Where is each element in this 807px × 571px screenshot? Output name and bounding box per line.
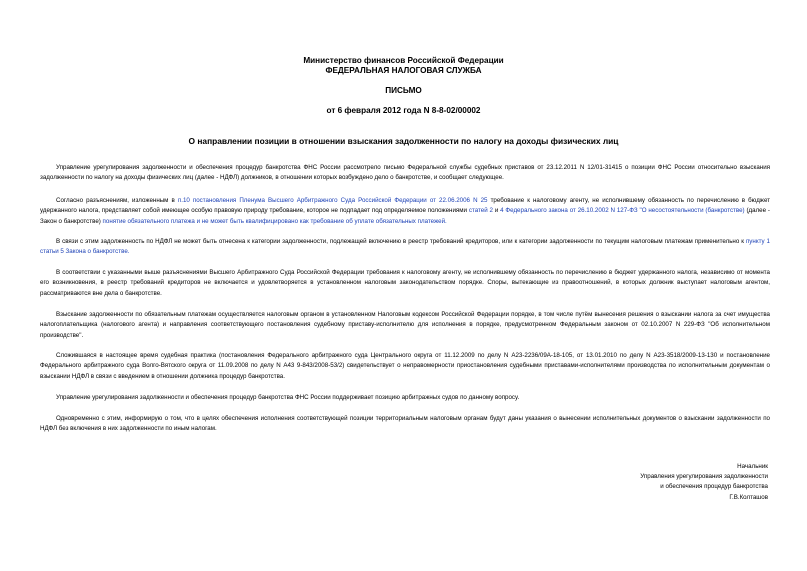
link-article-2[interactable]: статей 2: [468, 207, 493, 215]
ministry-title: Министерство финансов Российской Федерации: [303, 56, 504, 65]
link-bankruptcy-law-article-5[interactable]: пункту 1 статьи 5 Закона о банкротстве.: [40, 238, 771, 256]
paragraph-3-text-1: В связи с этим задолженность по НДФЛ не может быть отнесена к категории задолженности, подлежащей включению в реестр требований кредиторов, или к категории задолженности по текущим налоговым платежам применительно к: [56, 238, 746, 245]
signature-position: Начальник: [737, 463, 768, 470]
signature-department-2: и обеспечения процедур банкротства: [660, 483, 768, 491]
paragraph-3: [40, 237, 770, 258]
paragraph-2-text-3: и: [492, 207, 501, 215]
link-resolution-plenum[interactable]: п.10 постановления Пленума Высшего Арбитражного Суда Российской Федерации от 22.06.2006 N 25: [177, 197, 488, 204]
paragraph-7: Управление урегулирования задолженности и обеспечения процедур банкротства ФНС России поддерживает позицию арбитражных судов по данному вопросу.: [56, 394, 520, 401]
paragraph-1: Управление урегулирования задолженности и обеспечения процедур банкротства ФНС России рассмотрело письмо Федеральной службы судебных приставов от 23.12.2011 N 12/01-31415 о позиции ФНС России относительно взыскания задолженности по налогу на доходы физических лиц (далее - НДФЛ) должников, в отношении которых возбуждено дело о банкротстве, и сообщает следующее.: [40, 164, 770, 182]
signature-name: Г.В.Колташов: [729, 493, 768, 501]
paragraph-6: Сложившаяся в настоящее время судебная практика (постановления Федерального арбитражного суда Центрального округа от 11.12.2009 по делу N А23-2236/09А-18-105, от 13.01.2010 по делу N А23-3518/2009-13-130 и постановление Федерального арбитражного суда Волго-Вятского округа от 11.09.2008 по делу N А43 9-843/2008-53/2) свидетельствует о неправомерности приостановления судебными приставами-исполнителями производства по исполнительным документам о взыскании НДФЛ в связи с введением в отношении должника процедур банкротства.: [40, 352, 770, 380]
document-subject: О направлении позиции в отношении взыскания задолженности по налогу на доходы физических лиц: [188, 136, 619, 146]
paragraph-4: В соответствии с указанными выше разъяснениями Высшего Арбитражного Суда Российской Федерации требования к налоговому агенту, не исполнившему обязанность по перечислению в бюджет удержанного налога, независимо от момента его возникновения, в реестр требований кредиторов не включается и удовлетворяется в установленном налоговым законодательством порядке. Споры, вытекающие из правоотношений, в которых должник выступает налоговым агентом, рассматриваются вне дела о банкротстве.: [40, 269, 770, 297]
link-mandatory-payment-concept[interactable]: понятие обязательного платежа и не может быть квалифицировано как требование об уплате обязательных платежей.: [102, 217, 447, 225]
paragraph-2-text-2: требование к налоговому агенту, не исполнившему обязанность по перечислению в бюджет удержанного налога, представляет собой имеющее особую правовую природу требование, которое не подпадает под определяемое положениями: [40, 197, 771, 215]
service-title: ФЕДЕРАЛЬНАЯ НАЛОГОВАЯ СЛУЖБА: [325, 66, 482, 75]
signature-department-1: Управления урегулирования задолженности: [640, 473, 768, 481]
signature-block: [640, 462, 768, 503]
paragraph-5: Взыскание задолженности по обязательным платежам осуществляется налоговым органом в установленном Налоговым кодексом Российской Федерации порядке, в том числе путём вынесения решения о взыскании налога за счет имущества налогоплательщика (налогового агента) и направления соответствующего постановления судебному приставу-исполнителю для исполнения в порядке, предусмотренном Федеральным законом от 02.10.2007 N 229-ФЗ "Об исполнительном производстве".: [40, 311, 770, 339]
document-date-number: от 6 февраля 2012 года N 8-8-02/00002: [326, 106, 481, 115]
paragraph-2: [40, 196, 770, 227]
paragraph-2-text-1: Согласно разъяснениям, изложенным в: [56, 197, 178, 204]
document-type: ПИСЬМО: [385, 86, 422, 95]
paragraph-2-text-4: (далее - Закон о банкротстве): [40, 207, 770, 225]
link-federal-law-127[interactable]: 4 Федерального закона от 26.10.2002 N 127-ФЗ "О несостоятельности (банкротстве): [500, 207, 745, 215]
paragraph-8: Одновременно с этим, информирую о том, что в целях обеспечения исполнения соответствующей позиции территориальным налоговым органам будут даны указания о вынесении исполнительных документов о взыскании задолженности по НДФЛ без включения в них задолженности по иным налогам.: [40, 415, 770, 433]
